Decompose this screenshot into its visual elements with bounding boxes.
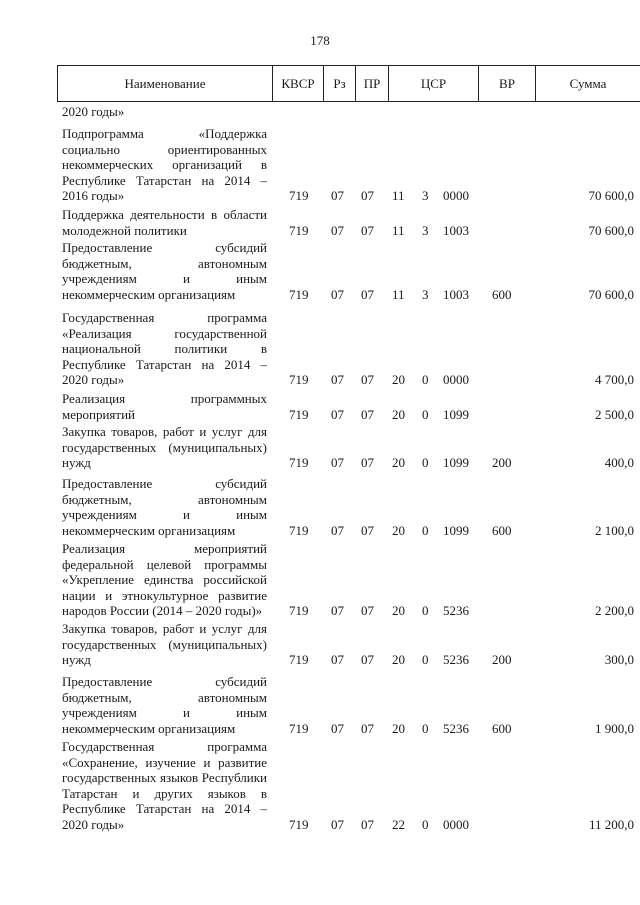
row-name: Предоставление субсидий бюджетным, автономным учреждениям и иным некоммерческим организациям bbox=[62, 240, 267, 302]
cell-pr: 07 bbox=[361, 522, 374, 538]
cell-vr: 600 bbox=[492, 522, 512, 538]
cell-csr2: 3 bbox=[422, 222, 429, 238]
header-rz: Рз bbox=[324, 66, 356, 101]
cell-pr: 07 bbox=[361, 372, 374, 387]
cell-kvsr: 719 bbox=[289, 455, 309, 470]
cell-csr2: 3 bbox=[422, 188, 429, 203]
row-name: Поддержка деятельности в области молодежной политики bbox=[62, 207, 267, 238]
cell-kvsr: 719 bbox=[289, 816, 309, 832]
cell-rz: 07 bbox=[331, 372, 344, 387]
table-header bbox=[57, 65, 640, 102]
cell-csr1: 20 bbox=[392, 603, 405, 618]
cell-csr1: 22 bbox=[392, 816, 405, 832]
cell-pr: 07 bbox=[361, 603, 374, 618]
cell-csr3: 1003 bbox=[443, 222, 469, 238]
cell-csr1: 20 bbox=[392, 652, 405, 667]
cell-pr: 07 bbox=[361, 720, 374, 736]
cell-csr3: 1003 bbox=[443, 286, 469, 302]
cell-rz: 07 bbox=[331, 603, 344, 618]
cell-vr: 600 bbox=[492, 720, 512, 736]
header-pr: ПР bbox=[356, 66, 389, 101]
cell-pr: 07 bbox=[361, 652, 374, 667]
cell-csr2: 0 bbox=[422, 816, 429, 832]
cell-csr1: 20 bbox=[392, 406, 405, 422]
cell-csr2: 0 bbox=[422, 720, 429, 736]
cell-rz: 07 bbox=[331, 522, 344, 538]
header-sum: Сумма bbox=[536, 66, 640, 101]
cell-pr: 07 bbox=[361, 455, 374, 470]
cell-kvsr: 719 bbox=[289, 406, 309, 422]
cell-sum: 70 600,0 bbox=[588, 188, 634, 203]
cell-sum: 2 500,0 bbox=[595, 406, 634, 422]
continuation-text: 2020 годы» bbox=[62, 104, 125, 119]
cell-sum: 11 200,0 bbox=[588, 816, 634, 832]
cell-pr: 07 bbox=[361, 222, 374, 238]
cell-csr1: 11 bbox=[392, 188, 405, 203]
cell-sum: 70 600,0 bbox=[588, 222, 634, 238]
cell-csr1: 11 bbox=[392, 222, 405, 238]
cell-sum: 2 200,0 bbox=[595, 603, 634, 618]
row-name: Реализация мероприятий федеральной целевой программы «Укрепление единства российской нации и этнокультурное развитие народов России (2014 – 2020 годы)» bbox=[62, 541, 267, 618]
cell-rz: 07 bbox=[331, 652, 344, 667]
cell-csr3: 5236 bbox=[443, 720, 469, 736]
cell-sum: 4 700,0 bbox=[595, 372, 634, 387]
cell-kvsr: 719 bbox=[289, 286, 309, 302]
cell-rz: 07 bbox=[331, 455, 344, 470]
cell-pr: 07 bbox=[361, 406, 374, 422]
cell-csr1: 20 bbox=[392, 455, 405, 470]
header-kvsr: КВСР bbox=[273, 66, 324, 101]
cell-rz: 07 bbox=[331, 720, 344, 736]
cell-csr2: 0 bbox=[422, 406, 429, 422]
page-number: 178 bbox=[310, 33, 330, 48]
row-name: Реализация программных мероприятий bbox=[62, 391, 267, 422]
cell-pr: 07 bbox=[361, 188, 374, 203]
cell-csr1: 20 bbox=[392, 720, 405, 736]
cell-rz: 07 bbox=[331, 222, 344, 238]
cell-kvsr: 719 bbox=[289, 652, 309, 667]
cell-csr3: 5236 bbox=[443, 603, 469, 618]
header-name: Наименование bbox=[58, 66, 273, 101]
cell-csr3: 1099 bbox=[443, 522, 469, 538]
cell-sum: 400,0 bbox=[604, 455, 634, 470]
cell-sum: 300,0 bbox=[604, 652, 634, 667]
cell-pr: 07 bbox=[361, 816, 374, 832]
cell-csr3: 0000 bbox=[443, 372, 469, 387]
cell-csr2: 0 bbox=[422, 372, 429, 387]
row-name: Закупка товаров, работ и услуг для государственных (муниципальных) нужд bbox=[62, 621, 267, 667]
cell-csr2: 0 bbox=[422, 522, 429, 538]
cell-kvsr: 719 bbox=[289, 222, 309, 238]
cell-vr: 200 bbox=[492, 652, 512, 667]
cell-kvsr: 719 bbox=[289, 372, 309, 387]
row-name: Государственная программа «Реализация государственной национальной политики в Республике Татарстан на 2014 – 2020 годы» bbox=[62, 310, 267, 387]
cell-rz: 07 bbox=[331, 286, 344, 302]
row-name: Подпрограмма «Поддержка социально ориентированных некоммерческих организаций в Республике Татарстан на 2014 – 2016 годы» bbox=[62, 126, 267, 203]
header-vr: ВР bbox=[479, 66, 536, 101]
cell-rz: 07 bbox=[331, 406, 344, 422]
cell-csr2: 0 bbox=[422, 603, 429, 618]
row-name: Предоставление субсидий бюджетным, автономным учреждениям и иным некоммерческим организациям bbox=[62, 674, 267, 736]
cell-kvsr: 719 bbox=[289, 188, 309, 203]
cell-rz: 07 bbox=[331, 188, 344, 203]
cell-csr1: 20 bbox=[392, 522, 405, 538]
header-csr: ЦСР bbox=[389, 66, 479, 101]
cell-csr3: 1099 bbox=[443, 406, 469, 422]
row-name: Закупка товаров, работ и услуг для государственных (муниципальных) нужд bbox=[62, 424, 267, 470]
cell-vr: 200 bbox=[492, 455, 512, 470]
row-name: Государственная программа «Сохранение, изучение и развитие государственных языков Республики Татарстан и других языков в Республике Татарстан на 2014 – 2020 годы» bbox=[62, 739, 267, 832]
cell-vr: 600 bbox=[492, 286, 512, 302]
cell-csr1: 11 bbox=[392, 286, 405, 302]
cell-pr: 07 bbox=[361, 286, 374, 302]
cell-kvsr: 719 bbox=[289, 522, 309, 538]
cell-sum: 1 900,0 bbox=[595, 720, 634, 736]
cell-kvsr: 719 bbox=[289, 603, 309, 618]
cell-csr3: 0000 bbox=[443, 188, 469, 203]
cell-sum: 2 100,0 bbox=[595, 522, 634, 538]
cell-csr1: 20 bbox=[392, 372, 405, 387]
cell-csr3: 0000 bbox=[443, 816, 469, 832]
cell-kvsr: 719 bbox=[289, 720, 309, 736]
cell-csr2: 0 bbox=[422, 455, 429, 470]
cell-csr2: 3 bbox=[422, 286, 429, 302]
cell-csr3: 1099 bbox=[443, 455, 469, 470]
row-name: Предоставление субсидий бюджетным, автономным учреждениям и иным некоммерческим организациям bbox=[62, 476, 267, 538]
cell-csr2: 0 bbox=[422, 652, 429, 667]
cell-sum: 70 600,0 bbox=[588, 286, 634, 302]
cell-rz: 07 bbox=[331, 816, 344, 832]
cell-csr3: 5236 bbox=[443, 652, 469, 667]
